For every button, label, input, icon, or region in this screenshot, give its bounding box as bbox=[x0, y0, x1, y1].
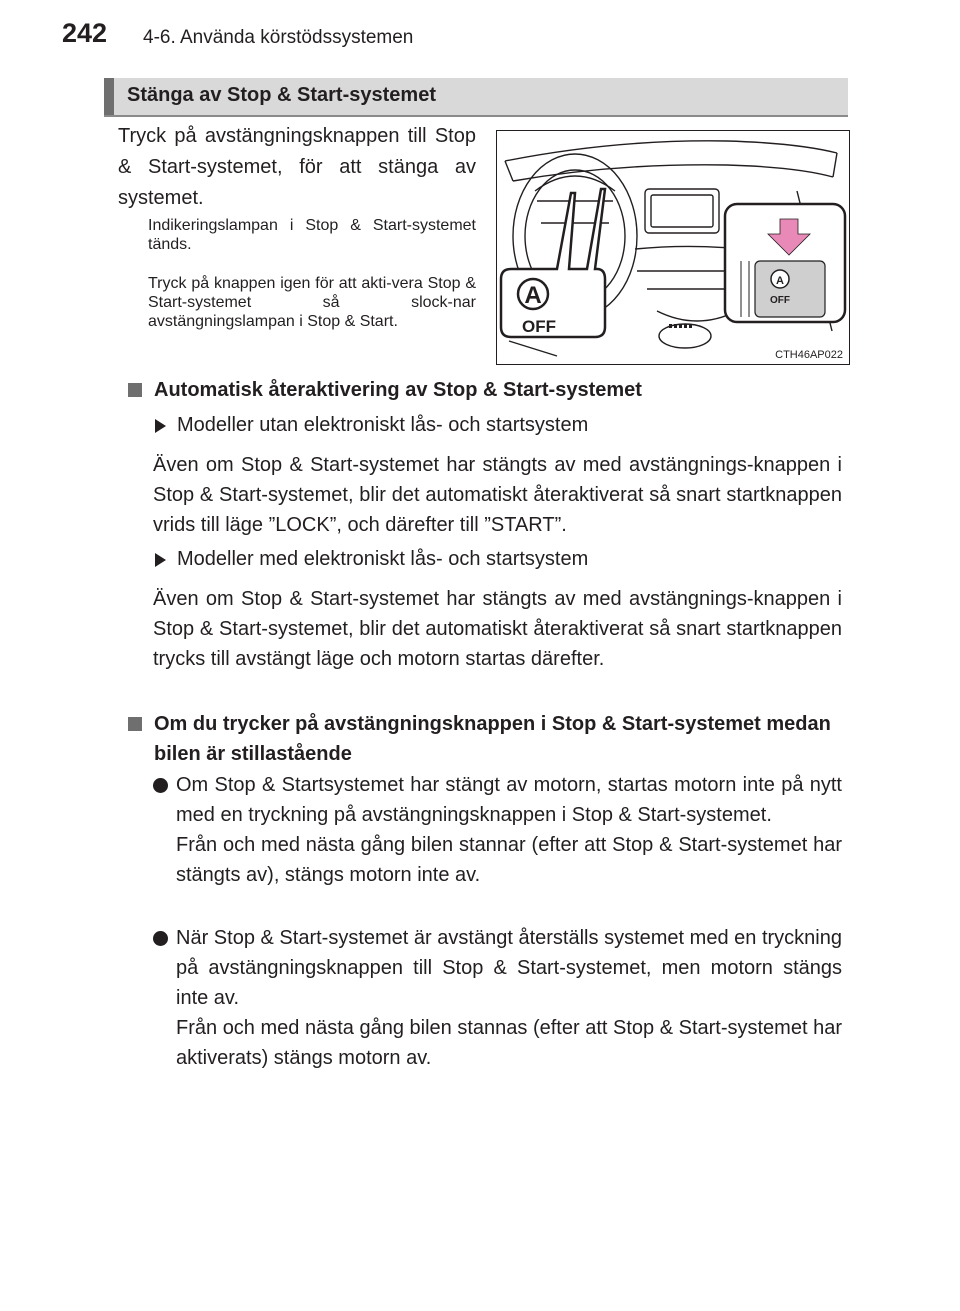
paragraph-without-smart-key: Även om Stop & Start-systemet har stängts av med avstängnings-knappen i Stop & Start-systemet, blir det automatiskt återaktiverat så snart startknappen vrids till läge ”LOCK”, och därefter till ”START”. bbox=[153, 454, 842, 536]
triangle-right-icon bbox=[155, 553, 166, 567]
callout-right-label: OFF bbox=[770, 295, 790, 306]
bullet-text bbox=[176, 770, 842, 890]
page-number: 242 bbox=[62, 18, 108, 48]
intro-instruction: Tryck på avstängningsknappen till Stop & Start-systemet, för att stänga av systemet. bbox=[118, 125, 476, 209]
bullet-text-part-b: Från och med nästa gång bilen stannar (efter att Stop & Start-systemet har stängts av), stängs motorn inte av. bbox=[176, 834, 842, 886]
sub-heading-text: Modeller utan elektroniskt lås- och startsystem bbox=[177, 414, 589, 436]
bullet-dot-icon bbox=[153, 778, 168, 793]
dashboard-drawing bbox=[497, 131, 849, 364]
callout-right-symbol: A bbox=[776, 275, 784, 287]
intro-note-1: Indikeringslampan i Stop & Start-systemet tänds. bbox=[148, 217, 476, 253]
section-header bbox=[104, 78, 848, 117]
bullet-text-part-a: Om Stop & Startsystemet har stängt av motorn, startas motorn inte på nytt med en tryckning på avstängningsknappen i Stop & Start-systemet. bbox=[176, 774, 842, 826]
bullet-dot-icon bbox=[153, 931, 168, 946]
dashboard-illustration bbox=[496, 130, 850, 365]
paragraph-with-smart-key: Även om Stop & Start-systemet har stängts av med avstängnings-knappen i Stop & Start-systemet, blir det automatiskt återaktiverat så snart startknappen trycks till avstängt läge och motorn startas därefter. bbox=[153, 588, 842, 670]
heading-text: Om du trycker på avstängningsknappen i Stop & Start-systemet medan bilen är stillastående bbox=[154, 713, 831, 765]
chapter-title: 4-6. Använda körstödssystemen bbox=[143, 27, 414, 48]
callout-left-label: OFF bbox=[522, 317, 556, 336]
figure-code: CTH46AP022 bbox=[775, 349, 843, 361]
section-accent bbox=[104, 78, 114, 115]
intro-note-2: Tryck på knappen igen för att akti-vera Stop & Start-systemet så slock-nar avstängningslampan i Stop & Start. bbox=[148, 275, 476, 330]
heading-square-icon bbox=[128, 717, 142, 731]
triangle-right-icon bbox=[155, 419, 166, 433]
heading-text: Automatisk återaktivering av Stop & Start-systemet bbox=[154, 379, 642, 401]
bullet-text-part-a: När Stop & Start-systemet är avstängt återställs systemet med en tryckning på avstängningsknappen till Stop & Start-systemet, men motorn stängs inte av. bbox=[176, 927, 842, 1009]
callout-left-symbol: A bbox=[524, 282, 542, 309]
section-title: Stänga av Stop & Start-systemet bbox=[127, 84, 436, 106]
sub-heading-text: Modeller med elektroniskt lås- och startsystem bbox=[177, 548, 589, 570]
heading-square-icon bbox=[128, 383, 142, 397]
bullet-text bbox=[176, 923, 842, 1073]
bullet-text-part-b: Från och med nästa gång bilen stannas (efter att Stop & Start-systemet har aktiverats) stängs motorn av. bbox=[176, 1017, 842, 1069]
